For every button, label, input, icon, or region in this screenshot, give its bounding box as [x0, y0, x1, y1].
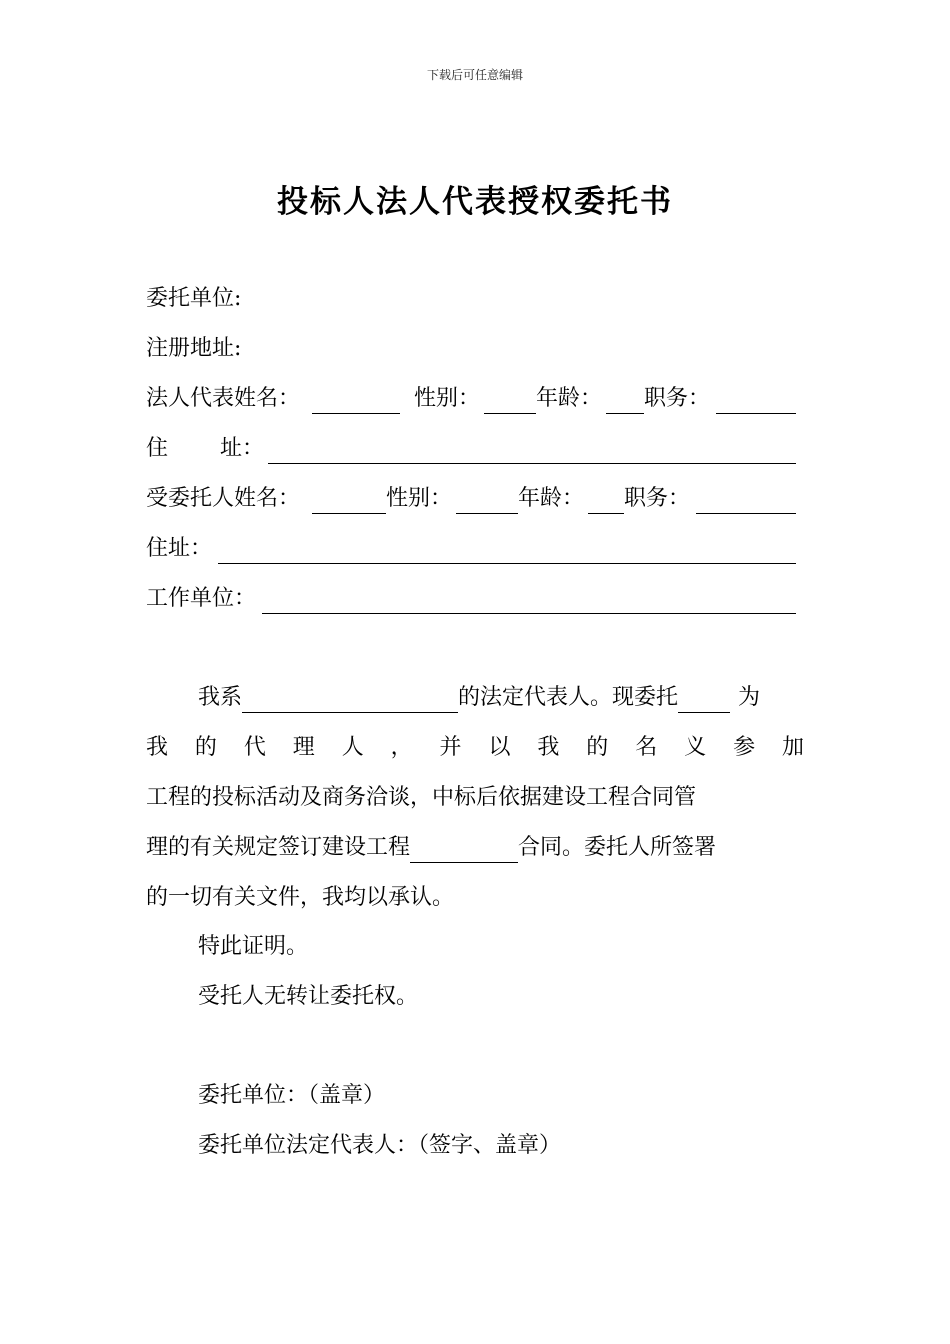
- body-line-2-char: 我: [537, 735, 560, 760]
- gender-blank[interactable]: [484, 389, 536, 414]
- body-line-2-char: 以: [488, 735, 511, 760]
- body-line-2-char: 参: [733, 735, 756, 760]
- body-line-1c: 为: [738, 685, 761, 710]
- gender-label: 性别：: [414, 386, 481, 411]
- body-line-5: 的一切有关文件，我均以承认。: [146, 885, 455, 910]
- legal-rep-address-blank[interactable]: [268, 439, 796, 464]
- body-line-2-char: 理: [292, 735, 315, 760]
- work-unit-label: 工作单位：: [146, 586, 257, 611]
- agent-address-blank[interactable]: [218, 539, 796, 564]
- body-line-4a: 理的有关规定签订建设工程: [146, 835, 411, 860]
- body-line-1: [146, 683, 856, 713]
- body-line-4: [146, 833, 804, 863]
- agent-row: [146, 484, 796, 514]
- body-line-4b: 合同。委托人所签署: [518, 835, 717, 860]
- legal-rep-name-blank[interactable]: [312, 389, 400, 414]
- body-line-2-char: ，: [390, 735, 413, 760]
- body-line-3: 工程的投标活动及商务洽谈，中标后依据建设工程合同管: [146, 785, 697, 810]
- agent-name-label: 受委托人姓名：: [146, 486, 301, 511]
- body-line-1a: 我系: [198, 685, 243, 710]
- registered-address-row: [146, 334, 796, 364]
- body-line-2-char: 的: [194, 735, 217, 760]
- body-line-2-char: 并: [439, 735, 462, 760]
- signature-unit: 委托单位：（盖章）: [198, 1083, 386, 1108]
- body-line-2-char: 我: [146, 735, 169, 760]
- client-unit-row: [146, 284, 796, 314]
- agent-position-label: 职务：: [624, 486, 691, 511]
- work-unit-row: [146, 584, 796, 614]
- agent-gender-blank[interactable]: [456, 489, 518, 514]
- body-line-2: [146, 733, 804, 763]
- signature-legal-rep: 委托单位法定代表人：（签字、盖章）: [198, 1133, 562, 1158]
- body-line-7: 受托人无转让委托权。: [198, 984, 419, 1009]
- body-line-2-char: 加: [781, 735, 804, 760]
- registered-address-label: 注册地址:: [146, 336, 242, 361]
- legal-rep-address-row: [146, 434, 796, 464]
- document-title: 投标人法人代表授权委托书: [277, 184, 673, 220]
- agent-address-label: 住址：: [146, 536, 213, 561]
- body-line-6: 特此证明。: [198, 934, 309, 959]
- legal-rep-row: [146, 384, 796, 414]
- legal-rep-name-label: 法人代表姓名：: [146, 386, 301, 411]
- agent-age-label: 年龄：: [518, 486, 585, 511]
- body-line-2-char: 代: [243, 735, 266, 760]
- body-line-1b: 的法定代表人。现委托: [458, 685, 679, 710]
- body-line-2-char: 的: [586, 735, 609, 760]
- body-line-2-char: 义: [684, 735, 707, 760]
- page-header-note: 下载后可任意编辑: [426, 68, 523, 82]
- age-blank[interactable]: [606, 389, 644, 414]
- client-unit-label: 委托单位:: [146, 286, 242, 311]
- agent-address-row: [146, 534, 796, 564]
- position-blank[interactable]: [716, 389, 796, 414]
- agent-gender-label: 性别：: [386, 486, 453, 511]
- agent-name-blank[interactable]: [312, 489, 386, 514]
- address-label-part1: 住: [146, 436, 169, 461]
- address-label-part2: 址：: [220, 436, 265, 461]
- company-name-blank[interactable]: [242, 688, 458, 713]
- agent-position-blank[interactable]: [696, 489, 796, 514]
- age-label: 年龄：: [536, 386, 603, 411]
- work-unit-blank[interactable]: [262, 589, 796, 614]
- position-label: 职务：: [644, 386, 711, 411]
- contract-name-blank[interactable]: [410, 838, 518, 863]
- agent-blank[interactable]: [678, 688, 730, 713]
- agent-age-blank[interactable]: [588, 489, 624, 514]
- body-line-2-char: 人: [341, 735, 364, 760]
- body-line-2-char: 名: [635, 735, 658, 760]
